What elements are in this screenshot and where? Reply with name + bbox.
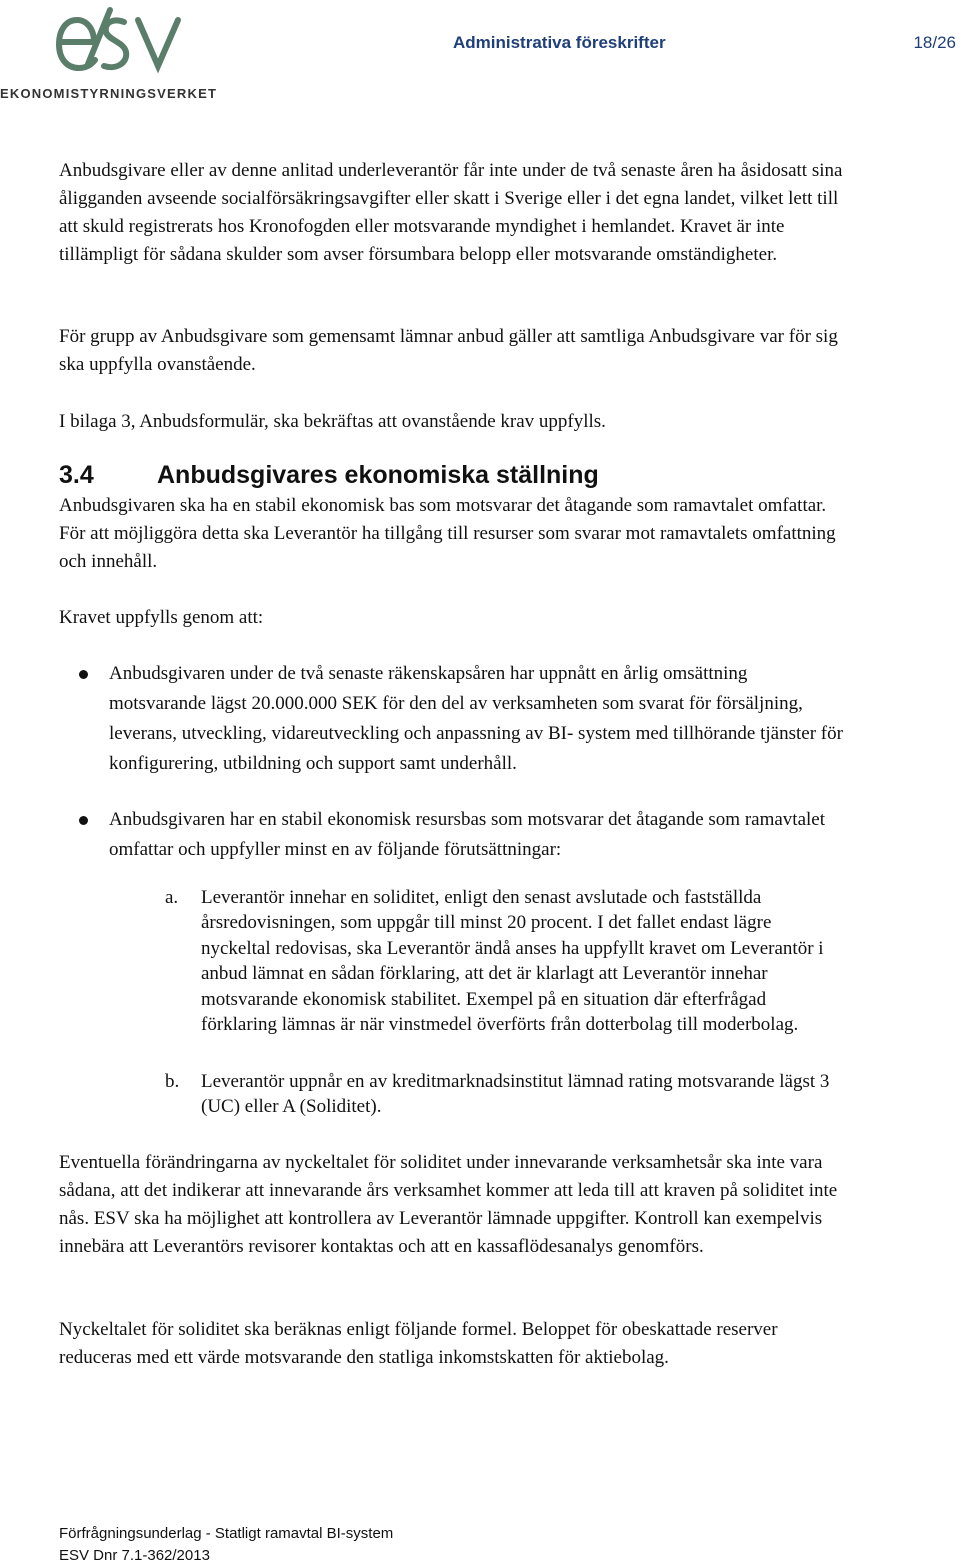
sub-item-label-a: a. xyxy=(165,887,179,908)
paragraph-confirmation: I bilaga 3, Anbudsformulär, ska bekräftas att ovanstående krav uppfylls. xyxy=(59,411,606,432)
footer-line-1: Förfrågningsunderlag - Statligt ramavtal BI-system xyxy=(59,1525,394,1542)
paragraph-changes: Eventuella förändringarna av nyckeltalet för soliditet under innevarande verksamhetsår ska inte vara sådana, att det indikerar att innevarande års verksamhet kommer att leda till att kraven på soliditet inte nås. ESV ska ha möjlighet att kontrollera av Leverantör lämnade uppgifter. Kontroll kan exempelvis innebära att Leverantörs revisorer kontaktas och att en kassaflödesanalys genomförs. xyxy=(59,1152,838,1257)
sub-item-b: Leverantör uppnår en av kreditmarknadsinstitut lämnad rating motsvarande lägst 3 (UC) eller A (Soliditet). xyxy=(201,1071,830,1118)
bullet-item-turnover: Anbudsgivaren under de två senaste räkenskapsåren har uppnått en årlig omsättning motsvarande lägst 20.000.000 SEK för den del av verksamheten som svarat för försäljning, leverans, utveckling, vidareutveckling och anpassning av BI- system med tillhörande tjänster för konfigurering, utbildning och support samt underhåll. xyxy=(109,663,843,774)
section-heading xyxy=(59,459,599,491)
bullet-item-resource-base: Anbudsgivaren har en stabil ekonomisk resursbas som motsvarar det åtagande som ramavtalet omfattar och uppfyller minst en av följande förutsättningar: xyxy=(109,809,825,860)
document-title: Administrativa föreskrifter xyxy=(453,33,666,52)
paragraph-economic-base: Anbudsgivaren ska ha en stabil ekonomisk bas som motsvarar det åtagande som ramavtalet omfattar. För att möjliggöra detta ska Leverantör ha tillgång till resurser som svarar mot ramavtalets omfattning och innehåll. xyxy=(59,495,836,572)
section-title: Anbudsgivares ekonomiska ställning xyxy=(157,461,599,489)
footer-line-2: ESV Dnr 7.1-362/2013 xyxy=(59,1547,210,1564)
paragraph-requirement-intro: Kravet uppfylls genom att: xyxy=(59,607,264,628)
bullet-marker xyxy=(79,816,88,825)
sub-item-a: Leverantör innehar en soliditet, enligt den senast avslutade och fastställda årsredovisningen, som uppgår till minst 20 procent. I det fallet endast lägre nyckeltal redovisas, ska Leverantör ändå anses ha uppfyllt kravet om Leverantör i anbud lämnat en sådan förklaring, att det är klarlagt att Leverantör innehar motsvarande ekonomisk stabilitet. Exempel på en situation där efterfrågad förklaring lämnas är när vinstmedel överförts från dotterbolag till moderbolag. xyxy=(201,887,824,1036)
logo-subtitle: EKONOMISTYRNINGSVERKET xyxy=(0,86,218,101)
page-number: 18/26 xyxy=(913,33,956,52)
paragraph-formula: Nyckeltalet för soliditet ska beräknas enligt följande formel. Beloppet för obeskattade reserver reduceras med ett värde motsvarande den statliga inkomstskatten för aktiebolag. xyxy=(59,1319,778,1368)
bullet-marker xyxy=(79,670,88,679)
section-number: 3.4 xyxy=(59,461,94,489)
paragraph-group-bidders: För grupp av Anbudsgivare som gemensamt lämnar anbud gäller att samtliga Anbudsgivare var för sig ska uppfylla ovanstående. xyxy=(59,326,838,375)
paragraph-tax-obligations: Anbudsgivare eller av denne anlitad underleverantör får inte under de två senaste åren ha åsidosatt sina åligganden avseende socialförsäkringsavgifter eller skatt i Sverige eller i det egna landet, vilket lett till att skuld registrerats hos Kronofogden eller motsvarande myndighet i hemlandet. Kravet är inte tillämpligt för sådana skulder som avser försumbara belopp eller motsvarande omständigheter. xyxy=(59,160,843,265)
sub-item-label-b: b. xyxy=(165,1071,180,1092)
